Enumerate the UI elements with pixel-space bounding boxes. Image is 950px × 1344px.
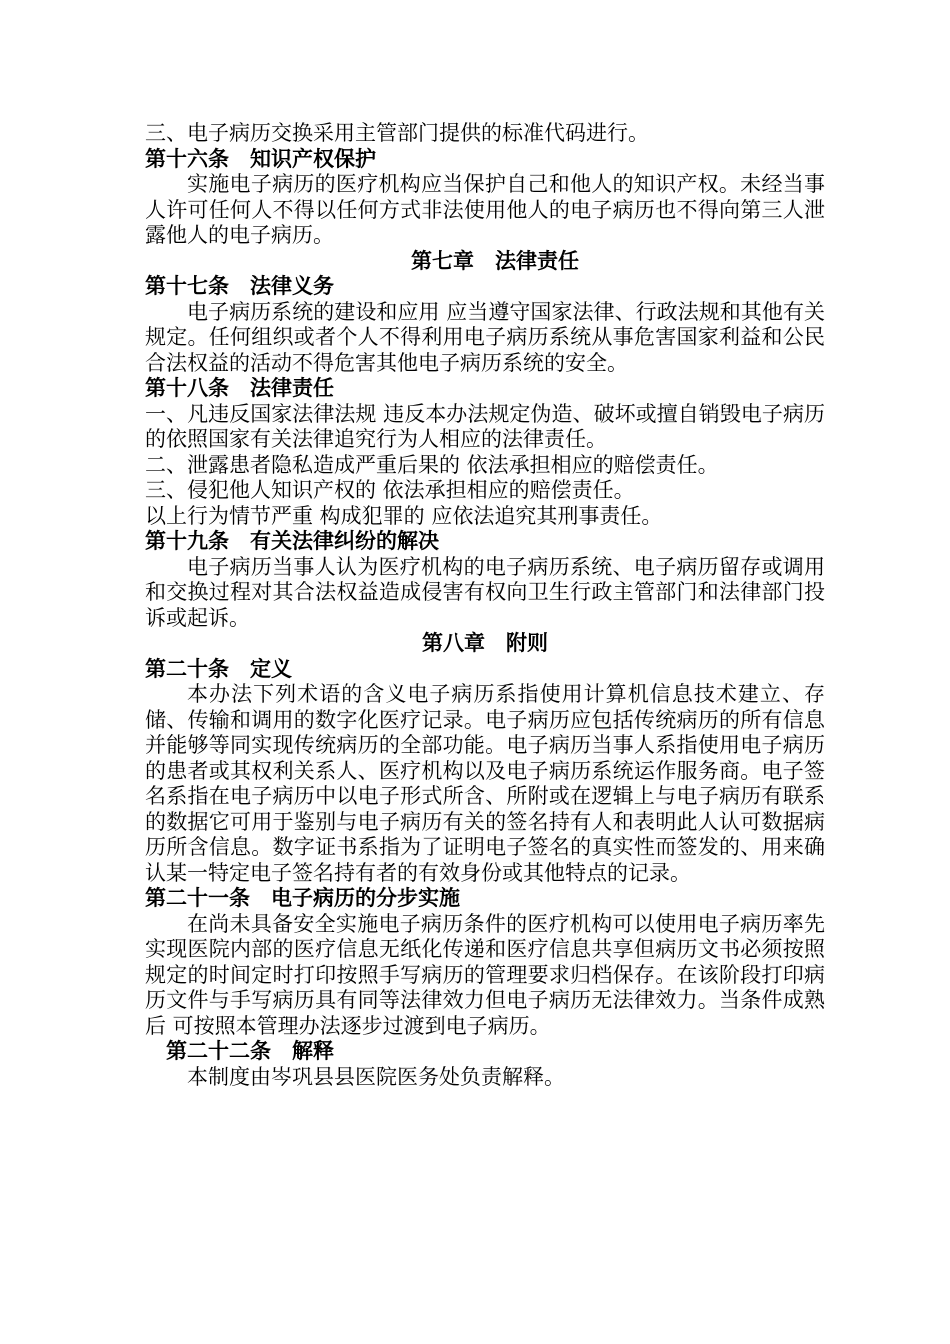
article-17-heading: 第十七条 法律义务: [145, 274, 334, 298]
article-19-body: 电子病历当事人认为医疗机构的电子病历系统、电子病历留存或调用和交换过程对其合法权益造成侵害有权向卫生行政主管部门和法律部门投诉或起诉。: [145, 554, 825, 630]
article-16-heading: 第十六条 知识产权保护: [145, 146, 376, 171]
article-18-heading: 第十八条 法律责任: [145, 376, 334, 400]
article-18-item-4: 以上行为情节严重 构成犯罪的 应依法追究其刑事责任。: [145, 503, 663, 528]
article-17-body: 电子病历系统的建设和应用 应当遵守国家法律、行政法规和其他有关规定。任何组织或者个人不得利用电子病历系统从事危害国家利益和公民合法权益的活动不得危害其他电子病历系统的安全。: [145, 299, 825, 375]
article-21-heading: 第二十一条 电子病历的分步实施: [145, 886, 460, 910]
article-18-item-3: 三、侵犯他人知识产权的 依法承担相应的赔偿责任。: [145, 478, 635, 502]
article-18-item-1: 一、凡违反国家法律法规 违反本办法规定伪造、破坏或擅自销毁电子病历的依照国家有关法律追究行为人相应的法律责任。: [145, 401, 825, 451]
article-19-heading: 第十九条 有关法律纠纷的解决: [145, 529, 439, 553]
article-18-item-2: 二、泄露患者隐私造成严重后果的 依法承担相应的赔偿责任。: [145, 452, 719, 477]
article-22-heading: 第二十二条 解释: [166, 1039, 334, 1063]
article-20-heading: 第二十条 定义: [145, 656, 292, 681]
document-page: [145, 121, 825, 1090]
clause-line: 三、电子病历交换采用主管部门提供的标准代码进行。: [145, 121, 649, 145]
article-22-body: 本制度由岑巩县县医院医务处负责解释。: [187, 1064, 565, 1089]
article-20-body: 本办法下列术语的含义电子病历系指使用计算机信息技术建立、存储、传输和调用的数字化医疗记录。电子病历应包括传统病历的所有信息并能够等同实现传统病历的全部功能。电子病历当事人系指使用电子病历的患者或其权利关系人、医疗机构以及电子病历系统运作服务商。电子签名系指在电子病历中以电子形式所含、所附或在逻辑上与电子病历有联系的数据它可用于鉴别与电子病历有关的签名持有人和表明此人认可数据病历所含信息。数字证书系指为了证明电子签名的真实性而签发的、用来确认某一特定电子签名持有者的有效身份或其他特点的记录。: [145, 682, 825, 885]
article-16-body: 实施电子病历的医疗机构应当保护自己和他人的知识产权。未经当事人许可任何人不得以任何方式非法使用他人的电子病历也不得向第三人泄露他人的电子病历。: [145, 172, 825, 247]
article-21-body: 在尚未具备安全实施电子病历条件的医疗机构可以使用电子病历率先实现医院内部的医疗信息无纸化传递和医疗信息共享但病历文书必须按照规定的时间定时打印按照手写病历的管理要求归档保存。在该阶段打印病历文件与手写病历具有同等法律效力但电子病历无法律效力。当条件成熟后 可按照本管理办法逐步过渡到电子病历。: [145, 911, 825, 1038]
chapter-8-title: 第八章 附则: [422, 631, 548, 655]
chapter-7-title: 第七章 法律责任: [411, 248, 579, 273]
